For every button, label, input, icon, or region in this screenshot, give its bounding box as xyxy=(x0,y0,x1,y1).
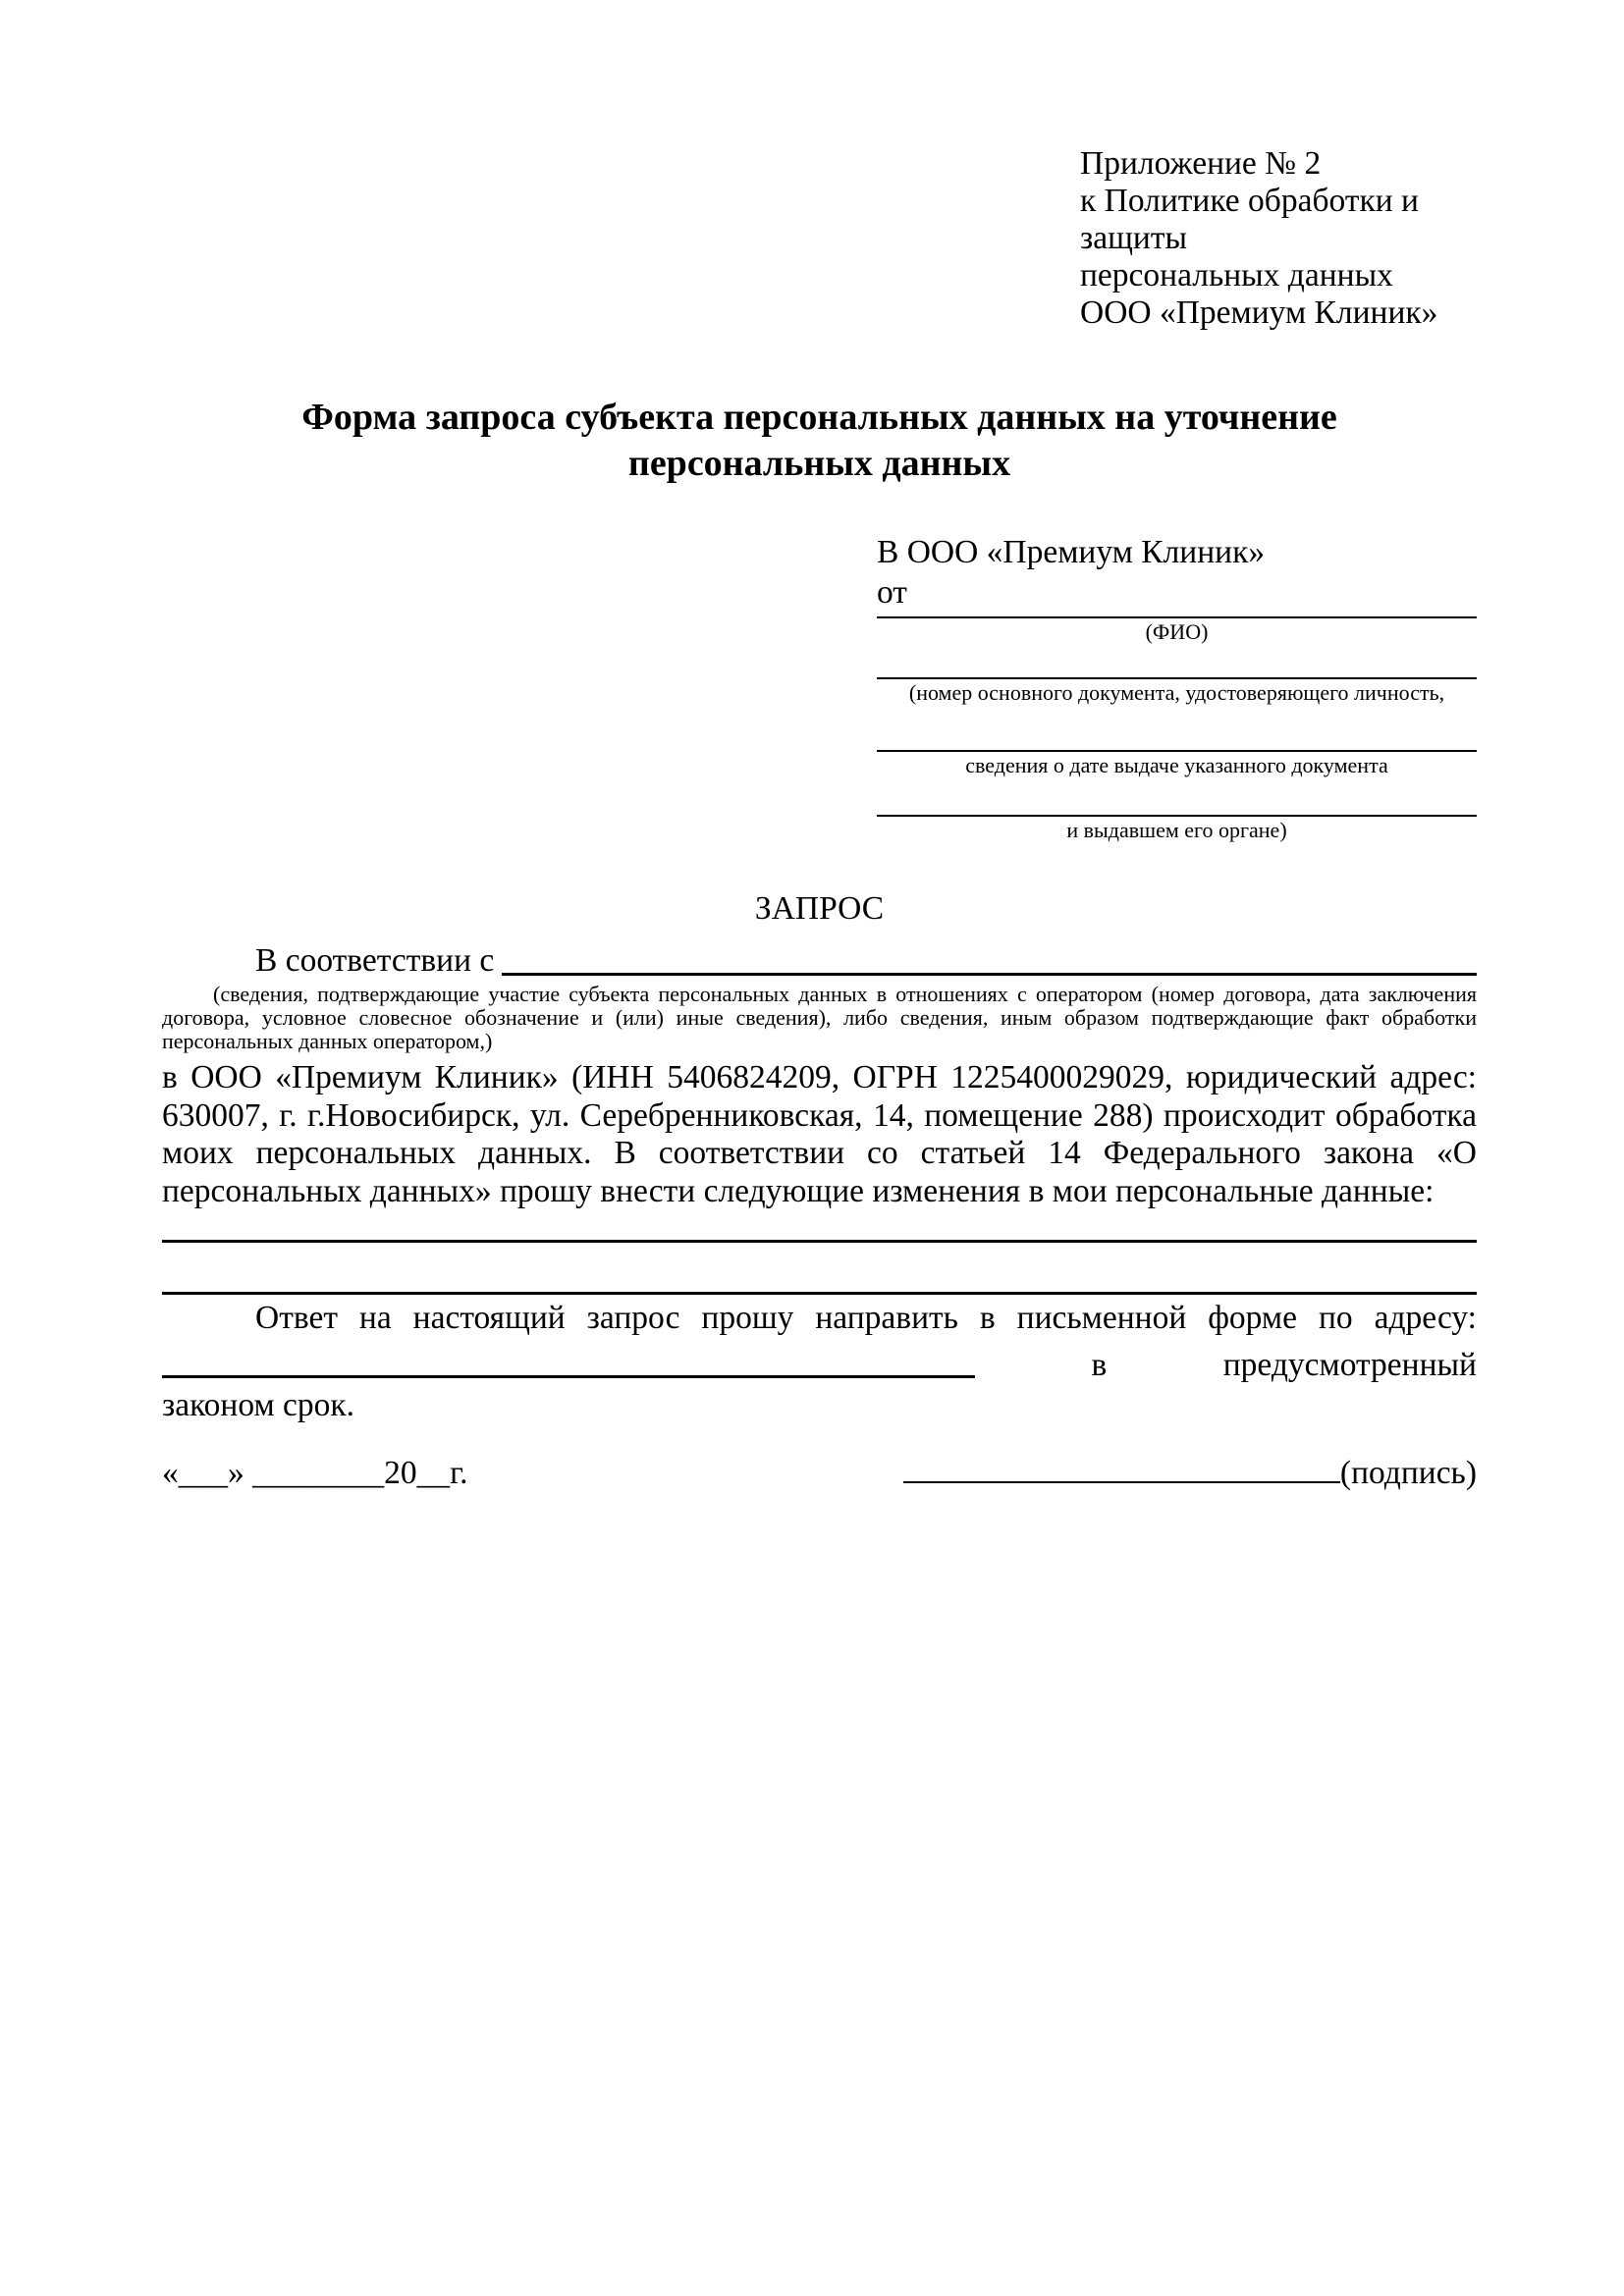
appendix-header-line-1: Приложение № 2 xyxy=(1080,145,1322,182)
addressee-block xyxy=(877,532,1477,844)
accordance-line xyxy=(162,939,1477,983)
identity-document-blank-line xyxy=(877,646,1477,679)
identity-document-caption: (номер основного документа, удостоверяющего личность, xyxy=(908,680,1445,705)
reply-request-text: Ответ на настоящий запрос прошу направить в письменной форме по адресу: xyxy=(255,1300,1477,1336)
signature-caption: (подпись) xyxy=(1339,1455,1477,1491)
accordance-blank-line xyxy=(502,973,1477,976)
issuing-authority-blank-line xyxy=(877,779,1477,817)
reply-term-text: законом срок. xyxy=(162,1387,355,1423)
appendix-header xyxy=(1080,145,1477,332)
issue-date-blank-line xyxy=(877,707,1477,752)
accordance-footnote: (сведения, подтверждающие участие субъекта персональных данных в отношениях с оператором (номер договора, дата заключения договора, условное словесное обозначение и (или) иные сведения), либо сведения, иным образом подтверждающие факт обработки персональных данных оператором,) xyxy=(162,982,1477,1053)
addressee-from-label: от xyxy=(877,574,907,611)
body-paragraph: в ООО «Премиум Клиник» (ИНН 5406824209, ОГРН 1225400029029, юридический адрес: 630007, г. г.Новосибирск, ул. Серебренниковская, 14, помещение 288) происходит обработка моих персональных данных. В соответствии со статьей 14 Федерального закона «О персональных данных» прошу внести следующие изменения в мои персональные данные: xyxy=(162,1059,1477,1209)
request-heading: ЗАПРОС xyxy=(754,890,885,927)
issue-date-caption: сведения о дате выдаче указанного документа xyxy=(965,753,1388,777)
reply-word-v: в xyxy=(1091,1347,1108,1383)
changes-blank-line-1 xyxy=(162,1210,1477,1243)
accordance-lead-text: В соответствии с xyxy=(255,942,495,979)
signature-group xyxy=(903,1452,1477,1495)
appendix-header-line-2: к Политике обработки и защиты xyxy=(1080,183,1419,256)
document-title: Форма запроса субъекта персональных данных на уточнение персональных данных xyxy=(301,397,1337,484)
signature-row xyxy=(162,1452,1477,1495)
appendix-header-line-3: персональных данных xyxy=(1080,257,1393,294)
address-blank-line xyxy=(162,1375,975,1378)
date-blank-line: «___» ________20__г. xyxy=(162,1455,468,1491)
fio-caption: (ФИО) xyxy=(1145,619,1209,644)
signature-blank-line xyxy=(903,1477,1340,1483)
reply-word-predusmotrennyi: предусмотренный xyxy=(1222,1347,1477,1383)
appendix-header-line-4: ООО «Премиум Клиник» xyxy=(1080,294,1438,331)
reply-address-row xyxy=(162,1338,1477,1385)
addressee-to: В ООО «Премиум Клиник» xyxy=(877,534,1266,570)
changes-blank-line-2 xyxy=(162,1243,1477,1295)
issuing-authority-caption: и выдавшем его органе) xyxy=(1066,818,1287,842)
